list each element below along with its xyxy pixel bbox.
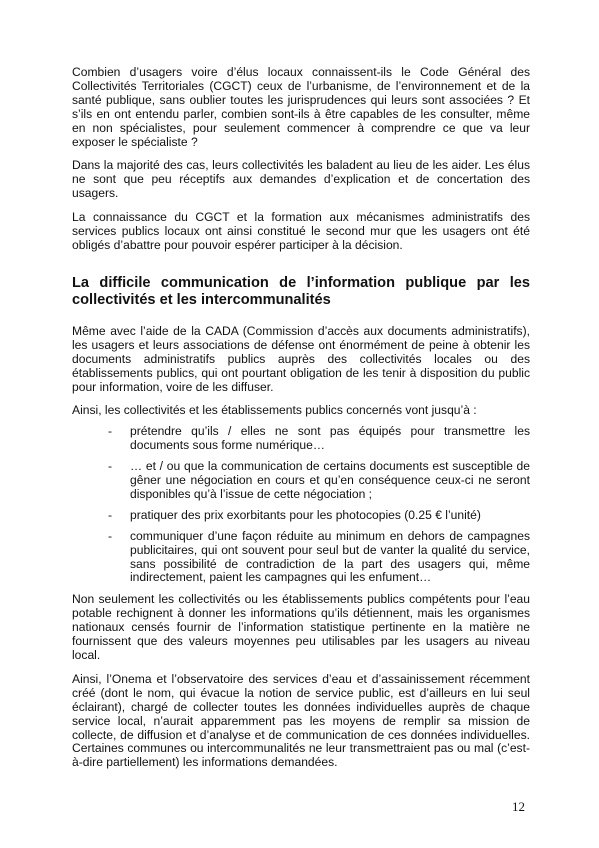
- list-item: [72, 425, 530, 453]
- list-item-text: prétendre qu’ils / elles ne sont pas équipés pour transmettre les documents sous forme numérique…: [130, 424, 530, 453]
- paragraph-cada: Même avec l’aide de la CADA (Commission d’accès aux documents administratifs), les usagers et leurs associations de défense ont énormément de peine à obtenir les documents administratifs publics auprès des collectivités locales ou des établissements publics, qui ont pourtant obligation de les tenir à disposition du public pour information, voire de les diffuser.: [72, 323, 530, 394]
- section-heading: La difficile communication de l’information publique par les collectivités et les intercommunalités: [72, 274, 530, 308]
- page-content: [72, 66, 530, 780]
- dash-list: [72, 425, 530, 585]
- list-item-text: … et / ou que la communication de certains documents est susceptible de gêner une négociation en cours et qu’en conséquence ceux-ci ne seront disponibles qu’à l’issue de cette négociation ;: [130, 459, 530, 501]
- list-item: [72, 530, 530, 586]
- paragraph-connaissance-cgct: La connaissance du CGCT et la formation aux mécanismes administratifs des services publics locaux ont ainsi constitué le second mur que les usagers ont été obligés d’abattre pour pouvoir espérer participer à la décision.: [72, 210, 530, 252]
- dash-marker: -: [108, 459, 113, 474]
- list-item-text: communiquer d’une façon réduite au minimum en dehors de campagnes publicitaires, qui ont souvent pour seul but de vanter la qualité du service, sans possibilité de contradiction de la part des usagers qui, même indirectement, paient les campagnes qui les enfument…: [130, 528, 530, 585]
- list-item-text: pratiquer des prix exorbitants pour les photocopies (0.25 € l’unité): [130, 507, 481, 522]
- dash-marker: -: [108, 507, 113, 522]
- list-item: [72, 460, 530, 502]
- paragraph-collectivites-baladent: Dans la majorité des cas, leurs collectivités les baladent au lieu de les aider. Les élus ne sont que peu réceptifs aux demandes d’explication et de concertation des usagers.: [72, 158, 530, 201]
- paragraph-onema: Ainsi, l’Onema et l’observatoire des services d’eau et d’assainissement récemment créé (dont le nom, qui évacue la notion de service public, est d’ailleurs en lui seul éclairant), chargé de collecter toutes les données individuelles auprès de chaque service local, n’aurait apparemment pas les moyens de remplir sa mission de collecte, de diffusion et d’analyse et de communication de ces données individuelles. Certaines communes ou intercommunalités ne leur transmettraient pas ou mal (c’est-à-dire partiellement) les informations demandées.: [72, 671, 530, 770]
- paragraph-usagers-cgct: Combien d’usagers voire d’élus locaux connaissent-ils le Code Général des Collectivités Territoriales (CGCT) ceux de l’urbanisme, de l’environnement et de la santé publique, sans oublier toutes les jurisprudences qui leurs sont associées ? Et s’ils en ont entendu parler, combien sont-ils à être capables de les consulter, même en non spécialistes, pour seulement commencer à comprendre ce que va leur exposer le spécialiste ?: [72, 65, 530, 149]
- paragraph-ainsi-jusqua: Ainsi, les collectivités et les établissements publics concernés vont jusqu’à :: [72, 403, 477, 418]
- list-item: [72, 509, 530, 523]
- page-number: 12: [512, 799, 525, 814]
- dash-marker: -: [108, 528, 113, 543]
- paragraph-non-seulement: Non seulement les collectivités ou les établissements publics compétents pour l’eau potable rechignent à donner les informations qu’ils détiennent, mais les organismes nationaux censés fournir de l’information statistique pertinente en la matière ne fournissent que des valeurs moyennes peu utilisables par les usagers au niveau local.: [72, 592, 530, 662]
- dash-marker: -: [108, 424, 113, 439]
